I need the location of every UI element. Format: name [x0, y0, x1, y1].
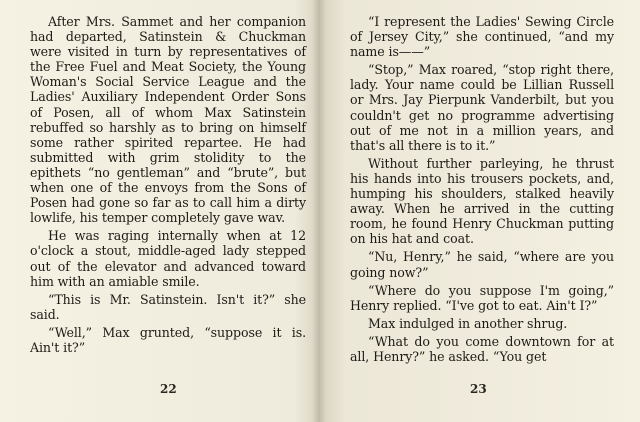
left-page — [30, 14, 306, 414]
right-page-number: 23 — [470, 382, 487, 396]
right-paragraph-6: Max indulged in another shrug. — [368, 315, 568, 331]
left-paragraph-1: After Mrs. Sammet and her companion had departed, Satinstein & Chuckman were visited in turn by representatives of the Free Fuel and Meat Society, the Young Woman's Social Service League and the Ladies' Auxiliary Independent Order Sons of Posen, all of whom Max Satinstein rebuffed so harshly as to bring on himself some rather spirited repartee. He had submitted with grim stolidity to the epithets “no gentleman” and “brute”, but when one of the envoys from the Sons of Posen had gone so far as to call him a dirty lowlife, his temper completely gave wav. — [30, 14, 306, 226]
left-paragraph-4: “Well,” Max grunted, “suppose it is. Ain't it?” — [30, 324, 306, 355]
right-paragraph-4: “Nu, Henry,” he said, “where are you going now?” — [350, 249, 614, 280]
book-gutter — [312, 0, 326, 422]
left-paragraph-2: He was raging internally when at 12 o'clock a stout, middle-aged lady stepped out of the elevator and advanced toward him with an amiable smile. — [30, 228, 306, 289]
left-page-number: 22 — [160, 382, 177, 396]
right-paragraph-3: Without further parleying, he thrust his hands into his trousers pockets, and, humping his shoulders, stalked heavily away. When he arrived in the cutting room, he found Henry Chuckman putting on his hat and coat. — [350, 155, 614, 247]
right-paragraph-1: “I represent the Ladies' Sewing Circle of Jersey City,” she continued, “and my name is——” — [350, 14, 614, 60]
left-paragraph-3: “This is Mr. Satinstein. Isn't it?” she said. — [30, 291, 306, 322]
right-paragraph-2: “Stop,” Max roared, “stop right there, lady. Your name could be Lillian Russell or Mrs. Jay Pierpunk Vanderbilt, but you couldn't get no programme advertising out of me not in a million years, and that's all there is to it.” — [350, 62, 614, 153]
right-paragraph-7: “What do you come downtown for at all, Henry?” he asked. “You get — [350, 333, 614, 364]
right-paragraph-5: “Where do you suppose I'm going,” Henry replied. “I've got to eat. Ain't I?” — [350, 282, 614, 313]
right-page — [350, 14, 614, 414]
